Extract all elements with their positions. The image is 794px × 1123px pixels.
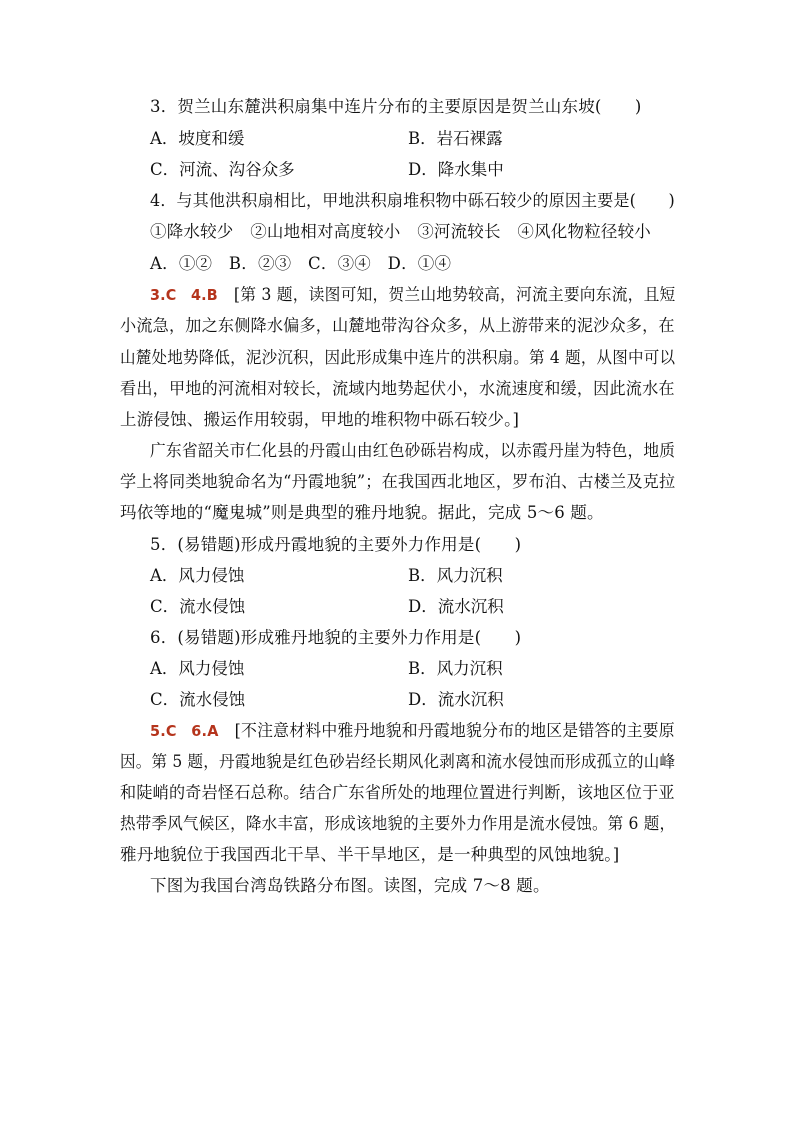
passage-7-8-line-1: 下图为我国台湾岛铁路分布图。读图，完成 7～8 题。 bbox=[150, 876, 550, 895]
q5-option-b: B．风力沉积 bbox=[408, 566, 503, 585]
answer-3-4-line-1: [第 3 题，读图可知，贺兰山地势较高，河流主要向东流，且短 bbox=[233, 285, 676, 304]
answer-5-6-line-1: [不注意材料中雅丹地貌和丹霞地貌分布的地区是错答的主要原 bbox=[234, 721, 675, 740]
q6-option-a: A．风力侵蚀 bbox=[150, 659, 245, 678]
q4-options: A．①② B．②③ C．③④ D．①④ bbox=[150, 254, 452, 273]
q4-stem: 4．与其他洪积扇相比，甲地洪积扇堆积物中砾石较少的原因主要是( ) bbox=[150, 191, 675, 210]
q6-option-d: D．流水沉积 bbox=[408, 690, 504, 709]
q3-stem: 3．贺兰山东麓洪积扇集中连片分布的主要原因是贺兰山东坡( ) bbox=[150, 97, 642, 116]
q5-option-d: D．流水沉积 bbox=[408, 597, 504, 616]
q5-stem: 5．(易错题)形成丹霞地貌的主要外力作用是( ) bbox=[150, 535, 522, 554]
passage-5-6-line-2: 学上将同类地貌命名为“丹霞地貌”；在我国西北地区，罗布泊、古楼兰及克拉 bbox=[120, 472, 676, 491]
q3-option-a: A．坡度和缓 bbox=[150, 129, 245, 148]
answer-3-4-line-4: 看出，甲地的河流相对较长，流域内地势起伏小，水流速度和缓，因此流水在 bbox=[120, 379, 675, 398]
passage-5-6-line-1: 广东省韶关市仁化县的丹霞山由红色砂砾岩构成，以赤霞丹崖为特色，地质 bbox=[150, 441, 676, 460]
q6-option-b: B．风力沉积 bbox=[408, 659, 503, 678]
passage-5-6-line-3: 玛依等地的“魔鬼城”则是典型的雅丹地貌。据此，完成 5～6 题。 bbox=[120, 503, 604, 522]
q3-option-b: B．岩石裸露 bbox=[408, 129, 503, 148]
q4-items: ①降水较少 ②山地相对高度较小 ③河流较长 ④风化物粒径较小 bbox=[150, 222, 651, 241]
q5-option-c: C．流水侵蚀 bbox=[150, 597, 246, 616]
q3-option-c: C．河流、沟谷众多 bbox=[150, 160, 295, 179]
q3-option-d: D．降水集中 bbox=[408, 160, 504, 179]
answer-key-3-4: 3.C 4.B bbox=[150, 286, 218, 304]
answer-5-6-line-5: 雅丹地貌位于我国西北干旱、半干旱地区，是一种典型的风蚀地貌。] bbox=[120, 845, 620, 864]
answer-3-4-line-3: 山麓处地势降低，泥沙沉积，因此形成集中连片的洪积扇。第 4 题，从图中可以 bbox=[120, 348, 676, 367]
answer-5-6-line-4: 热带季风气候区，降水丰富，形成该地貌的主要外力作用是流水侵蚀。第 6 题， bbox=[120, 814, 676, 833]
answer-3-4-line-2: 小流急，加之东侧降水偏多，山麓地带沟谷众多，从上游带来的泥沙众多，在 bbox=[120, 316, 675, 335]
q6-stem: 6．(易错题)形成雅丹地貌的主要外力作用是( ) bbox=[150, 628, 522, 647]
answer-block-3-4 bbox=[150, 285, 676, 305]
answer-3-4-line-5: 上游侵蚀、搬运作用较弱，甲地的堆积物中砾石较少。] bbox=[120, 410, 520, 429]
q5-option-a: A．风力侵蚀 bbox=[150, 566, 245, 585]
answer-5-6-line-3: 和陡峭的奇岩怪石总称。结合广东省所处的地理位置进行判断，该地区位于亚 bbox=[120, 783, 675, 802]
answer-key-5-6: 5.C 6.A bbox=[150, 722, 219, 740]
answer-block-5-6 bbox=[150, 721, 675, 741]
answer-5-6-line-2: 因。第 5 题，丹霞地貌是红色砂岩经长期风化剥离和流水侵蚀而形成孤立的山峰 bbox=[120, 752, 676, 771]
q6-option-c: C．流水侵蚀 bbox=[150, 690, 246, 709]
